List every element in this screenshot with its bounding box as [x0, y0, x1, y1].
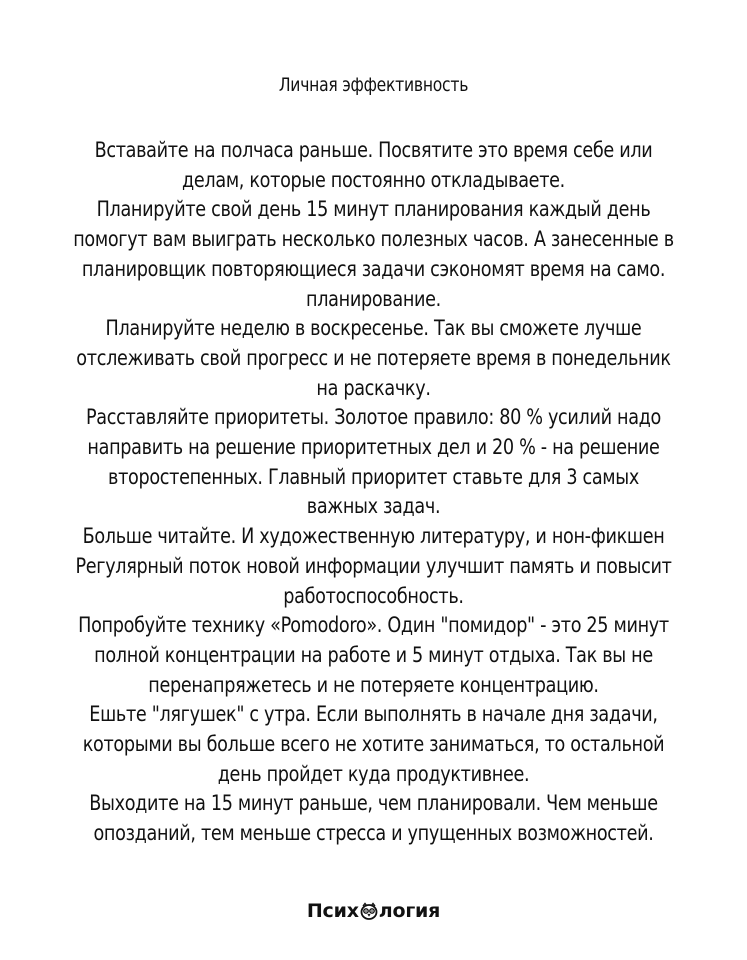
paragraph-plan-week: Планируйте неделю в воскресенье. Так вы сможете лучше отслеживать свой прогресс и не потеряете время в понедельник на раскачку. [76, 316, 671, 400]
paragraph-leave-early: Выходите на 15 минут раньше, чем планировали. Чем меньше опозданий, тем меньше стресса и упущенных возможностей. [89, 791, 658, 846]
document-body [14, 136, 733, 849]
psychology-logo [0, 900, 747, 925]
paragraph-plan-day: Планируйте свой день 15 минут планирования каждый день помогут вам выиграть несколько полезных часов. А занесенные в планировщик повторяющиеся задачи сэкономят время на само. планирование. [73, 197, 674, 311]
paragraph-wake-early: Вставайте на полчаса раньше. Посвятите это время себе или делам, которые постоянно откладываете. [94, 138, 653, 192]
paragraph-read-more: Больше читайте. И художественную литературу, и нон-фикшен Регулярный поток новой информации улучшит память и повысит работоспособность. [75, 524, 672, 608]
paragraph-pomodoro: Попробуйте технику «Pomodoro». Один "помидор" - это 25 минут полной концентрации на работе и 5 минут отдыха. Так вы не перенапряжетесь и не потеряете концентрацию. [78, 613, 669, 697]
paragraph-eat-frogs: Ешьте "лягушек" с утра. Если выполнять в начале дня задачи, которыми вы больше всего не хотите заниматься, то остальной день пройдет куда продуктивнее. [82, 702, 665, 786]
document-title: Личная эффективность [278, 74, 469, 96]
logo-text-suffix: логия [378, 900, 441, 922]
owl-icon [360, 902, 378, 925]
paragraph-priorities: Расставляйте приоритеты. Золотое правило: 80 % усилий надо направить на решение приоритетных дел и 20 % - на решение второстепенных. Главный приоритет ставьте для 3 самых важных задач. [85, 405, 662, 519]
logo-text-prefix: Псих [306, 900, 359, 922]
